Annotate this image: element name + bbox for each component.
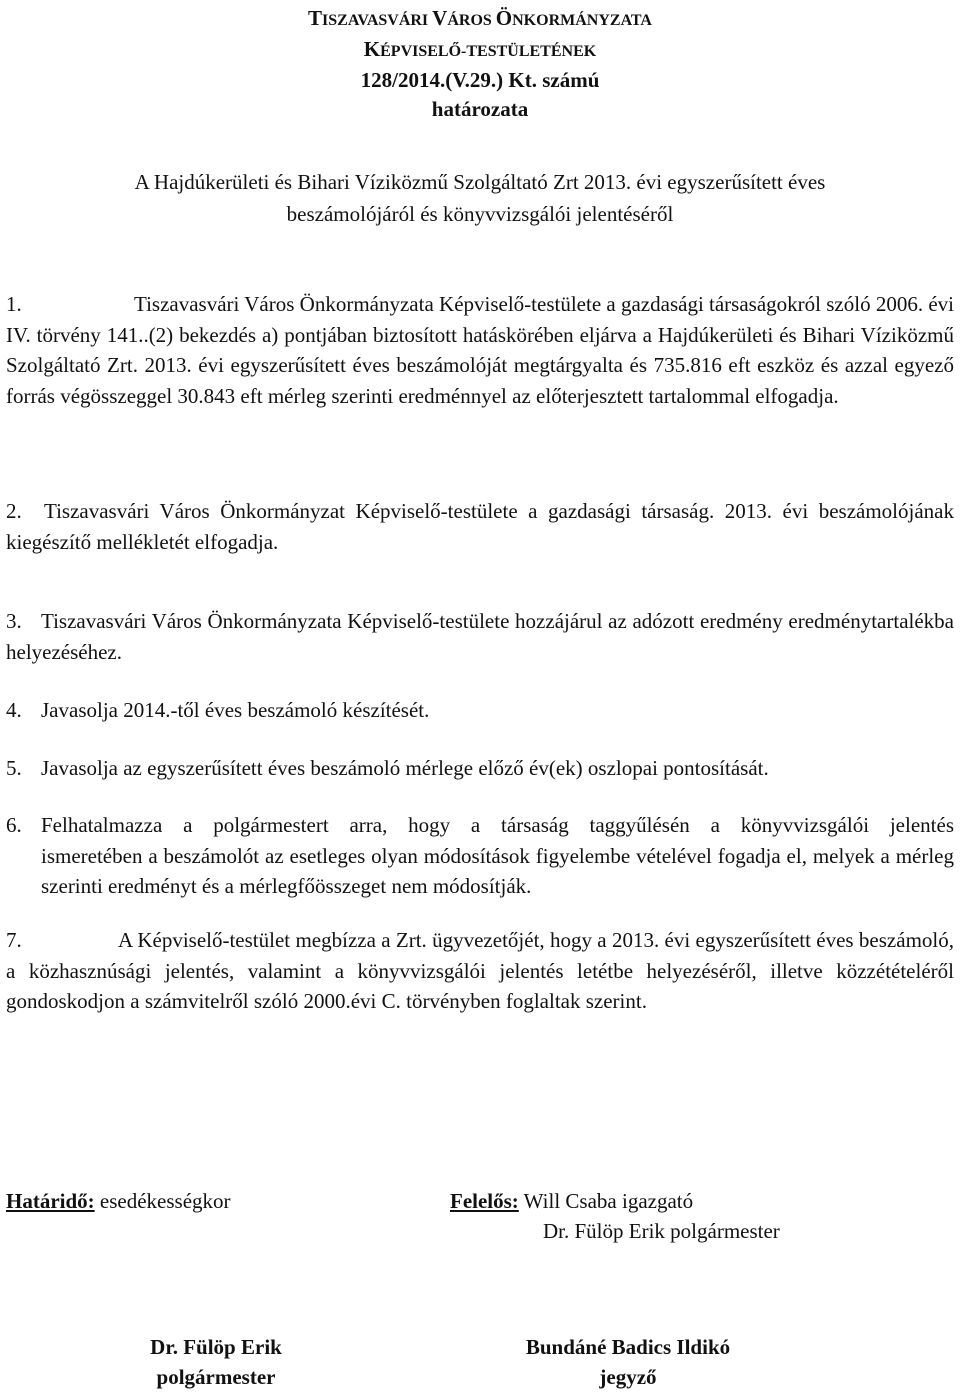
- resolution-item-3: [6, 606, 954, 667]
- subject-line-1: A Hajdúkerületi és Bihari Víziközmű Szolgáltató Zrt 2013. évi egyszerűsített éves: [134, 170, 826, 194]
- responsible-first-line: [450, 1189, 693, 1213]
- item-number: 6.: [6, 813, 22, 837]
- item-text: Tiszavasvári Város Önkormányzata Képviselő-testülete a gazdasági társaságokról szóló 2006. évi IV. törvény 141..(2) bekezdés a) pontjában biztosított hatáskörében eljárva a Hajdúkerületi és Bihari Víziközmű Szolgáltató Zrt. 2013. évi egyszerűsített éves beszámolóját megtárgyalta és 735.816 eft eszköz és azzal egyező forrás végösszeggel 30.843 eft mérleg szerinti eredménnyel az előterjesztett tartalommal elfogadja.: [6, 292, 954, 409]
- item-first-line: [6, 810, 954, 841]
- header-institution: TISZAVASVÁRI VÁROS ÖNKORMÁNYZATA: [308, 6, 652, 30]
- document-header: [0, 4, 960, 124]
- item-number: 5.: [6, 756, 22, 780]
- resolution-item-5: [6, 753, 954, 784]
- responsible-value-2: Dr. Fülöp Erik polgármester: [543, 1219, 780, 1243]
- resolution-number: 128/2014.(V.29.) Kt. számú: [360, 68, 600, 92]
- item-text: Javasolja 2014.-től éves beszámoló készítését.: [41, 698, 430, 722]
- header-body: KÉPVISELŐ-TESTÜLETÉNEK: [363, 37, 597, 61]
- item-number: 3.: [6, 609, 22, 633]
- signature-name: Bundáné Badics Ildikó: [525, 1335, 731, 1359]
- resolution-subject: [0, 166, 960, 230]
- signature-title: polgármester: [156, 1365, 276, 1389]
- resolution-item-2: [6, 496, 954, 557]
- item-text: Tiszavasvári Város Önkormányzat Képviselő-testülete a gazdasági társaság. 2013. évi beszámolójának kiegészítő mellékletét elfogadja.: [6, 499, 954, 554]
- item-text: A Képviselő-testület megbízza a Zrt. ügyvezetőjét, hogy a 2013. évi egyszerűsített éves beszámoló, a közhasznúsági jelentés, valamint a könyvvizsgálói jelentés letétbe helyezéséről, illetve közzétételéről gondoskodjon a számvitelről szóló 2000.évi C. törvényben foglaltak szerint.: [6, 928, 954, 1014]
- item-text-rest: ismeretében a beszámolót az esetleges olyan módosítások figyelembe vételével fogadja el, melyek a mérleg szerinti eredményt és a mérlegfőösszeget nem módosítják.: [41, 843, 954, 899]
- deadline-block: [6, 1186, 231, 1216]
- signature-notary: [478, 1332, 778, 1392]
- deadline-value: esedékességkor: [94, 1189, 231, 1213]
- resolution-label: határozata: [431, 97, 529, 121]
- item-text-first: Felhatalmazza a polgármestert arra, hogy a társaság taggyűlésén a könyvvizsgálói jelentés: [41, 813, 954, 837]
- resolution-item-7: [6, 925, 954, 1017]
- subject-line-2: beszámolójáról és könyvvizsgálói jelentéséről: [286, 202, 674, 226]
- item-number: 7.: [6, 928, 22, 952]
- item-number: 1.: [6, 292, 22, 316]
- signature-name: Dr. Fülöp Erik: [150, 1335, 282, 1359]
- item-text: Tiszavasvári Város Önkormányzata Képviselő-testülete hozzájárul az adózott eredmény eredménytartalékba helyezéséhez.: [6, 609, 954, 664]
- deadline-label: Határidő:: [6, 1189, 95, 1213]
- resolution-item-4: [6, 695, 954, 726]
- responsible-value-1: Will Csaba igazgató: [518, 1189, 694, 1213]
- item-number: 4.: [6, 698, 22, 722]
- item-text: Javasolja az egyszerűsített éves beszámoló mérlege előző év(ek) oszlopai pontosítását.: [41, 756, 769, 780]
- signature-mayor: [116, 1332, 316, 1392]
- responsible-label: Felelős:: [450, 1189, 519, 1213]
- item-number: 2.: [6, 499, 22, 523]
- resolution-item-6: [6, 810, 954, 902]
- signature-title: jegyző: [599, 1365, 657, 1389]
- resolution-item-1: [6, 289, 954, 412]
- responsible-block: [450, 1186, 780, 1246]
